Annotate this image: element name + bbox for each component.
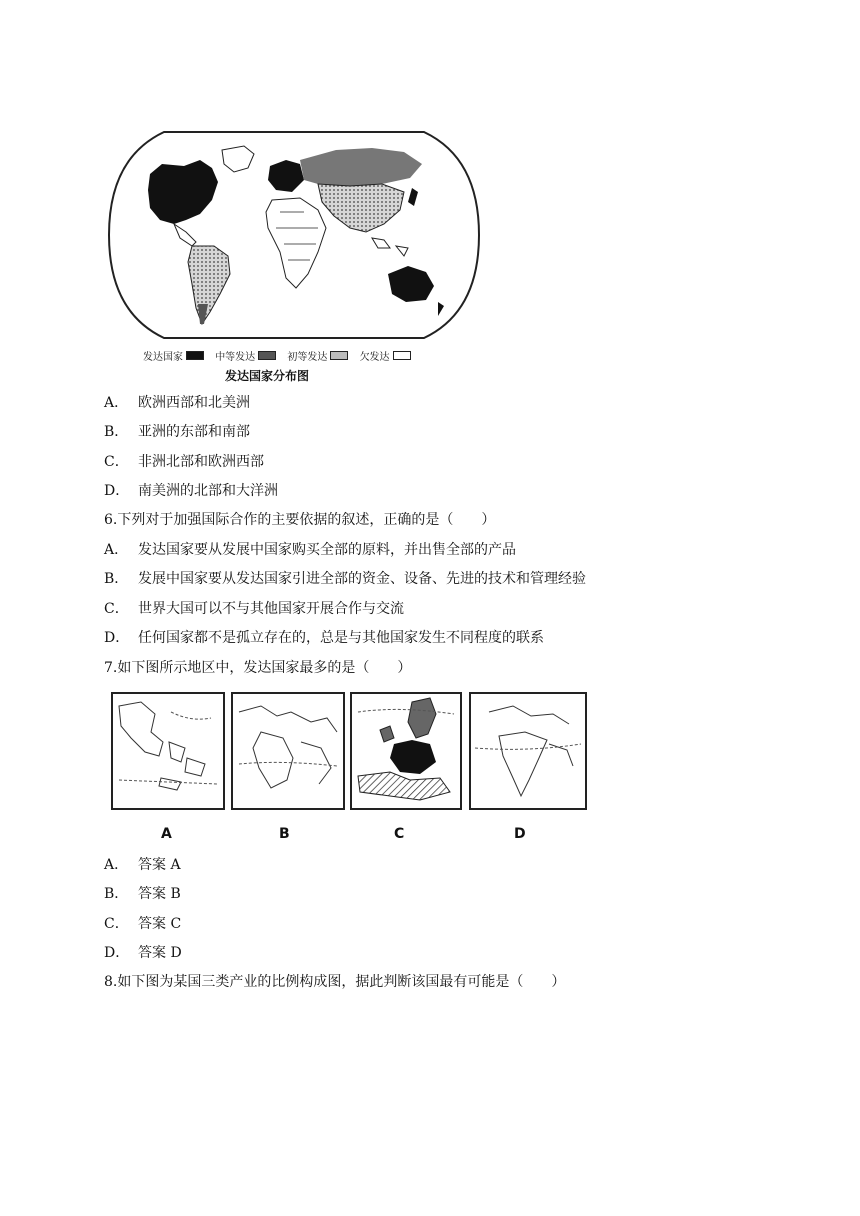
q5-option-c[interactable]: C． 非洲北部和欧洲西部	[104, 454, 264, 470]
q7-panel-label-b: B	[279, 826, 290, 842]
q7-panel-label-d: D	[514, 826, 526, 842]
q7-panel-label-a: A	[161, 826, 172, 842]
legend-label-basic: 初等发达	[287, 352, 328, 363]
legend-swatch-basic	[330, 351, 348, 360]
q7-panel-d-map	[469, 692, 587, 810]
legend-swatch-medium	[258, 351, 276, 360]
legend-label-underdeveloped: 欠发达	[359, 352, 390, 363]
q7-option-d[interactable]: D． 答案 D	[104, 945, 182, 961]
q7-panel-b-map	[231, 692, 345, 810]
legend-label-developed: 发达国家	[143, 352, 183, 363]
q5-option-a[interactable]: A． 欧洲西部和北美洲	[104, 395, 250, 411]
q6-option-d[interactable]: D． 任何国家都不是孤立存在的，总是与其他国家发生不同程度的联系	[104, 630, 544, 646]
q6-option-c[interactable]: C． 世界大国可以不与其他国家开展合作与交流	[104, 601, 404, 617]
legend-swatch-underdeveloped	[393, 351, 411, 360]
q7-panel-a-map	[111, 692, 225, 810]
q7-panel-label-c: C	[394, 826, 405, 842]
world-map	[104, 128, 484, 342]
q8-stem: 8.如下图为某国三类产业的比例构成图，据此判断该国最有可能是（ ）	[104, 974, 566, 990]
q7-stem: 7.如下图所示地区中，发达国家最多的是（ ）	[104, 660, 412, 676]
legend-label-medium: 中等发达	[215, 352, 256, 363]
q5-option-b[interactable]: B． 亚洲的东部和南部	[104, 424, 250, 440]
q6-option-a[interactable]: A． 发达国家要从发展中国家购买全部的原料，并出售全部的产品	[104, 542, 516, 558]
map-title: 发达国家分布图	[225, 369, 310, 383]
map-legend	[143, 348, 419, 363]
legend-swatch-developed	[186, 351, 204, 360]
q7-option-b[interactable]: B． 答案 B	[104, 886, 181, 902]
q6-stem: 6.下列对于加强国际合作的主要依据的叙述，正确的是（ ）	[104, 512, 496, 528]
q7-option-a[interactable]: A． 答案 A	[104, 857, 181, 873]
q7-option-c[interactable]: C． 答案 C	[104, 916, 182, 932]
q5-option-d[interactable]: D． 南美洲的北部和大洋洲	[104, 483, 278, 499]
q6-option-b[interactable]: B． 发展中国家要从发达国家引进全部的资金、设备、先进的技术和管理经验	[104, 571, 586, 587]
q7-panel-c-map	[350, 692, 462, 810]
